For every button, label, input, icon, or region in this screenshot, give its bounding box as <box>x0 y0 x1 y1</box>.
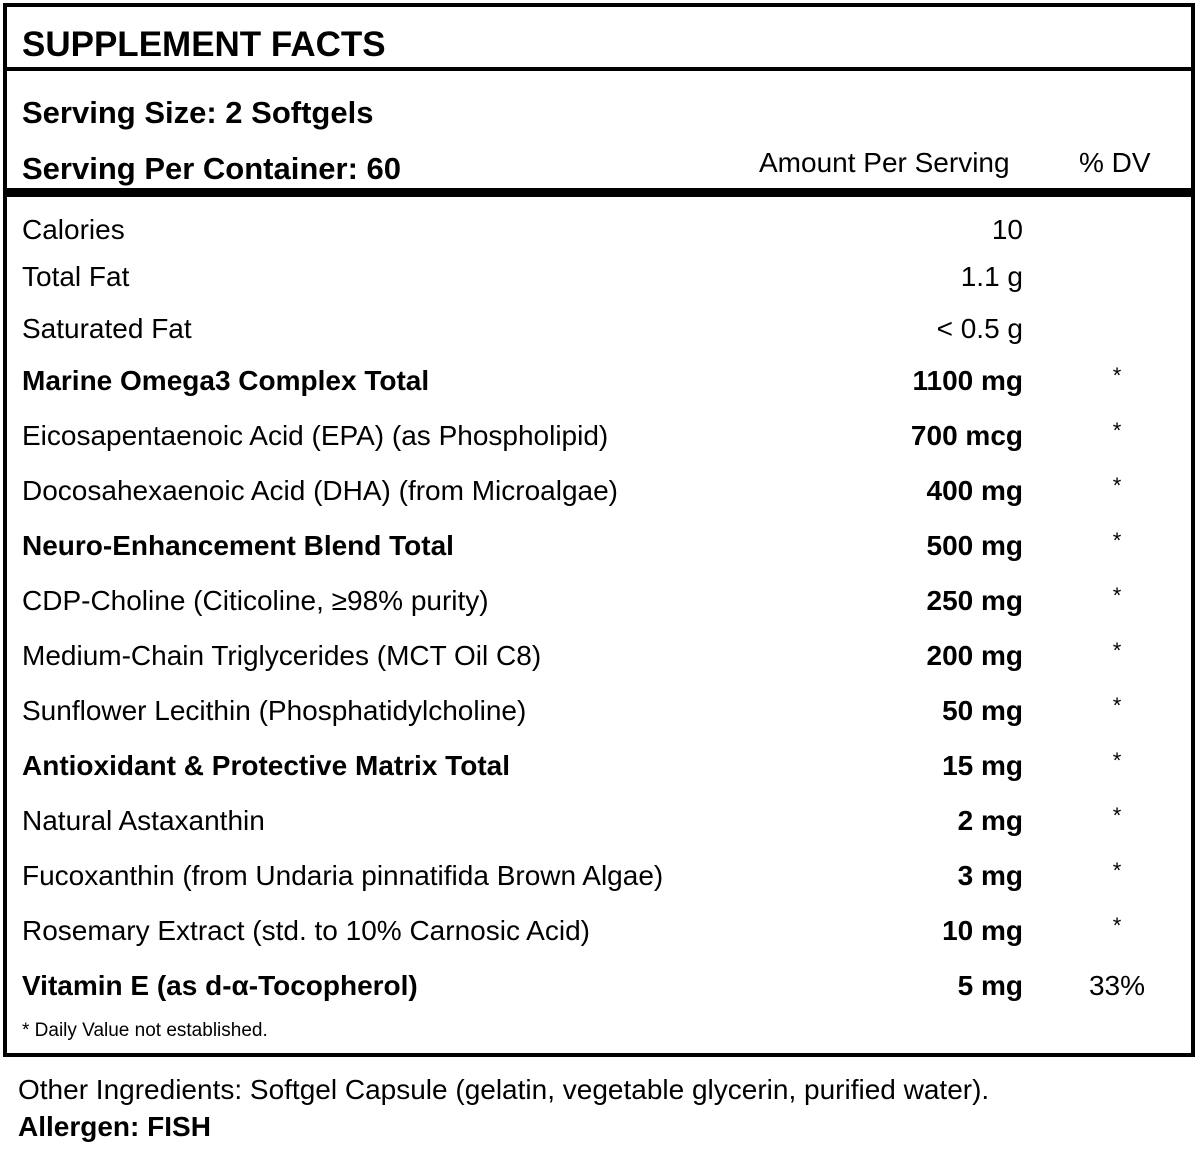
title-divider <box>7 67 1191 71</box>
nutrient-row <box>7 581 1191 621</box>
nutrient-dv: * <box>1112 638 1122 663</box>
dv-header: % DV <box>1079 147 1151 178</box>
nutrient-amount: 5 mg <box>957 970 1023 1001</box>
nutrient-amount: 50 mg <box>942 695 1023 726</box>
nutrient-name: Antioxidant & Protective Matrix Total <box>22 750 510 781</box>
allergen-statement: Allergen: FISH <box>18 1111 211 1142</box>
label-title: SUPPLEMENT FACTS <box>22 25 386 64</box>
nutrient-dv: * <box>1112 693 1122 718</box>
nutrient-name: Neuro-Enhancement Blend Total <box>22 530 454 561</box>
nutrient-row <box>7 416 1191 456</box>
nutrient-dv: * <box>1112 803 1122 828</box>
nutrient-amount: 500 mg <box>926 530 1023 561</box>
footnote: * Daily Value not established. <box>22 1020 268 1041</box>
nutrient-dv: 33% <box>1088 970 1146 1001</box>
nutrient-row <box>7 911 1191 951</box>
nutrient-row <box>7 966 1191 1006</box>
serving-size: Serving Size: 2 Softgels <box>22 95 374 130</box>
nutrient-name: Saturated Fat <box>22 313 192 344</box>
nutrient-dv: * <box>1112 748 1122 773</box>
nutrient-amount: 10 <box>991 214 1023 245</box>
nutrient-amount: 10 mg <box>942 915 1023 946</box>
nutrient-name: Natural Astaxanthin <box>22 805 265 836</box>
nutrient-dv: * <box>1112 913 1122 938</box>
nutrient-amount: 250 mg <box>926 585 1023 616</box>
nutrient-name: Fucoxanthin (from Undaria pinnatifida Brown Algae) <box>22 860 664 891</box>
nutrient-row <box>7 210 1191 250</box>
nutrient-row <box>7 856 1191 896</box>
nutrient-name: Calories <box>22 214 125 245</box>
nutrient-row <box>7 526 1191 566</box>
nutrient-row <box>7 309 1191 349</box>
nutrient-name: Marine Omega3 Complex Total <box>22 365 430 396</box>
nutrient-amount: 400 mg <box>926 475 1023 506</box>
nutrient-name: Eicosapentaenoic Acid (EPA) (as Phospholipid) <box>22 420 609 451</box>
nutrient-amount: 15 mg <box>942 750 1023 781</box>
nutrient-row <box>7 801 1191 841</box>
nutrient-dv: * <box>1112 473 1122 498</box>
nutrient-row <box>7 691 1191 731</box>
nutrient-amount: 2 mg <box>957 805 1023 836</box>
nutrient-dv: * <box>1112 418 1122 443</box>
nutrient-name: Docosahexaenoic Acid (DHA) (from Microalgae) <box>22 475 618 506</box>
nutrient-amount: 700 mcg <box>910 420 1023 451</box>
nutrient-dv: * <box>1112 363 1122 388</box>
supplement-facts-panel <box>3 3 1195 1057</box>
nutrient-dv: * <box>1112 583 1122 608</box>
other-ingredients: Other Ingredients: Softgel Capsule (gelatin, vegetable glycerin, purified water). <box>18 1074 990 1105</box>
nutrient-name: Rosemary Extract (std. to 10% Carnosic Acid) <box>22 915 590 946</box>
header-thick-divider <box>7 188 1191 197</box>
nutrient-name: Total Fat <box>22 261 130 292</box>
nutrient-row <box>7 257 1191 297</box>
nutrient-name: CDP-Choline (Citicoline, ≥98% purity) <box>22 585 489 616</box>
amount-per-serving-header: Amount Per Serving <box>759 147 1010 178</box>
nutrient-dv: * <box>1112 858 1122 883</box>
nutrient-name: Vitamin E (as d-α-Tocopherol) <box>22 970 418 1001</box>
nutrient-amount: 200 mg <box>926 640 1023 671</box>
nutrient-dv: * <box>1112 528 1122 553</box>
nutrient-name: Sunflower Lecithin (Phosphatidylcholine) <box>22 695 527 726</box>
nutrient-row <box>7 471 1191 511</box>
nutrient-amount: 1.1 g <box>960 261 1023 292</box>
nutrient-amount: < 0.5 g <box>936 313 1023 344</box>
nutrient-row <box>7 361 1191 401</box>
nutrient-amount: 1100 mg <box>912 365 1023 396</box>
nutrient-name: Medium-Chain Triglycerides (MCT Oil C8) <box>22 640 542 671</box>
nutrient-amount: 3 mg <box>957 860 1023 891</box>
nutrient-row <box>7 746 1191 786</box>
nutrient-row <box>7 636 1191 676</box>
servings-per-container: Serving Per Container: 60 <box>22 151 402 186</box>
